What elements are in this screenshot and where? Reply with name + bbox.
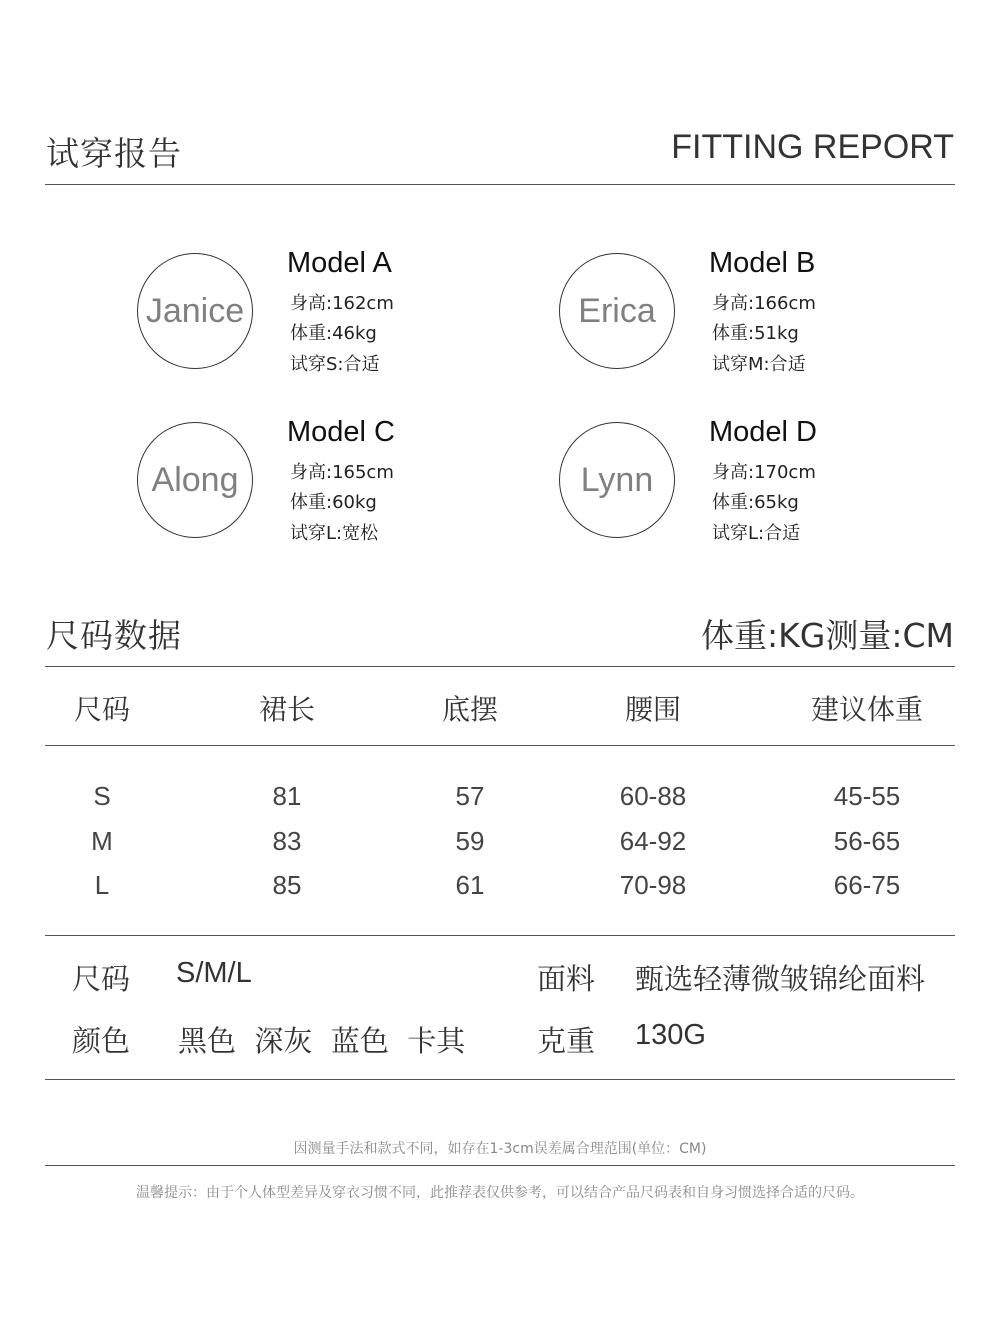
size-value: S/M/L — [176, 957, 252, 989]
cell-length: 83 — [272, 826, 302, 856]
size-data-title: 尺码数据 — [46, 616, 182, 655]
model-card-b — [559, 247, 959, 383]
size-label: 尺码 — [72, 962, 131, 996]
model-weight: 体重:65kg — [712, 492, 799, 513]
cell-waist: 60-88 — [619, 781, 687, 811]
cell-waist: 70-98 — [619, 870, 687, 900]
table-header-size: 尺码 — [73, 693, 131, 726]
cell-weight: 66-75 — [833, 870, 901, 900]
model-weight: 体重:51kg — [712, 323, 799, 344]
notes-divider — [45, 1165, 955, 1166]
model-avatar-circle: Along — [137, 422, 253, 538]
model-height: 身高:162cm — [290, 293, 394, 314]
cell-weight: 56-65 — [833, 826, 901, 856]
color-label: 颜色 — [72, 1024, 131, 1058]
model-avatar-circle: Erica — [559, 253, 675, 369]
model-weight: 体重:60kg — [290, 492, 377, 513]
table-bottom-divider — [45, 935, 955, 936]
model-height: 身高:166cm — [712, 293, 816, 314]
cell-waist: 64-92 — [619, 826, 687, 856]
cell-length: 85 — [272, 870, 302, 900]
model-fit: 试穿L:合适 — [712, 523, 801, 544]
fitting-report-title: 试穿报告 — [46, 134, 182, 173]
cell-length: 81 — [272, 781, 302, 811]
model-name: Model C — [287, 416, 395, 448]
table-top-divider — [45, 666, 955, 667]
model-height: 身高:170cm — [712, 462, 816, 483]
fitting-report-title-en: FITTING REPORT — [671, 128, 954, 166]
model-card-d — [559, 416, 959, 552]
model-avatar-circle: Lynn — [559, 422, 675, 538]
model-card-c — [137, 416, 537, 552]
table-header-length: 裙长 — [258, 693, 316, 726]
model-fit: 试穿L:宽松 — [290, 523, 379, 544]
model-height: 身高:165cm — [290, 462, 394, 483]
weight-label: 克重 — [537, 1024, 596, 1058]
model-avatar-circle: Janice — [137, 253, 253, 369]
measure-note: 因测量手法和款式不同，如存在1-3cm误差属合理范围(单位：CM) — [293, 1141, 707, 1157]
cell-hem: 57 — [455, 781, 485, 811]
model-name: Model D — [709, 416, 817, 448]
cell-hem: 61 — [455, 870, 485, 900]
fabric-value: 甄选轻薄微皱锦纶面料 — [635, 962, 926, 996]
table-header-hem: 底摆 — [441, 693, 499, 726]
info-bottom-divider — [45, 1079, 955, 1080]
weight-value: 130G — [635, 1019, 706, 1051]
model-name: Model A — [287, 247, 392, 279]
header-divider — [45, 184, 955, 185]
table-header-divider — [45, 745, 955, 746]
model-fit: 试穿M:合适 — [712, 354, 806, 375]
unit-note: 体重:KG测量:CM — [701, 616, 954, 655]
table-header-weight: 建议体重 — [810, 693, 924, 726]
color-value: 黑色 深灰 蓝色 卡其 — [178, 1024, 466, 1058]
tip-note: 温馨提示：由于个人体型差异及穿衣习惯不同，此推荐表仅供参考，可以结合产品尺码表和自身习惯选择合适的尺码。 — [136, 1185, 864, 1201]
cell-size: M — [91, 826, 113, 856]
model-weight: 体重:46kg — [290, 323, 377, 344]
model-name: Model B — [709, 247, 816, 279]
cell-size: L — [94, 870, 110, 900]
model-fit: 试穿S:合适 — [290, 354, 380, 375]
model-card-a — [137, 247, 537, 383]
table-header-waist: 腰围 — [624, 693, 682, 726]
cell-size: S — [93, 781, 111, 811]
cell-hem: 59 — [455, 826, 485, 856]
cell-weight: 45-55 — [833, 781, 901, 811]
fabric-label: 面料 — [537, 962, 596, 996]
